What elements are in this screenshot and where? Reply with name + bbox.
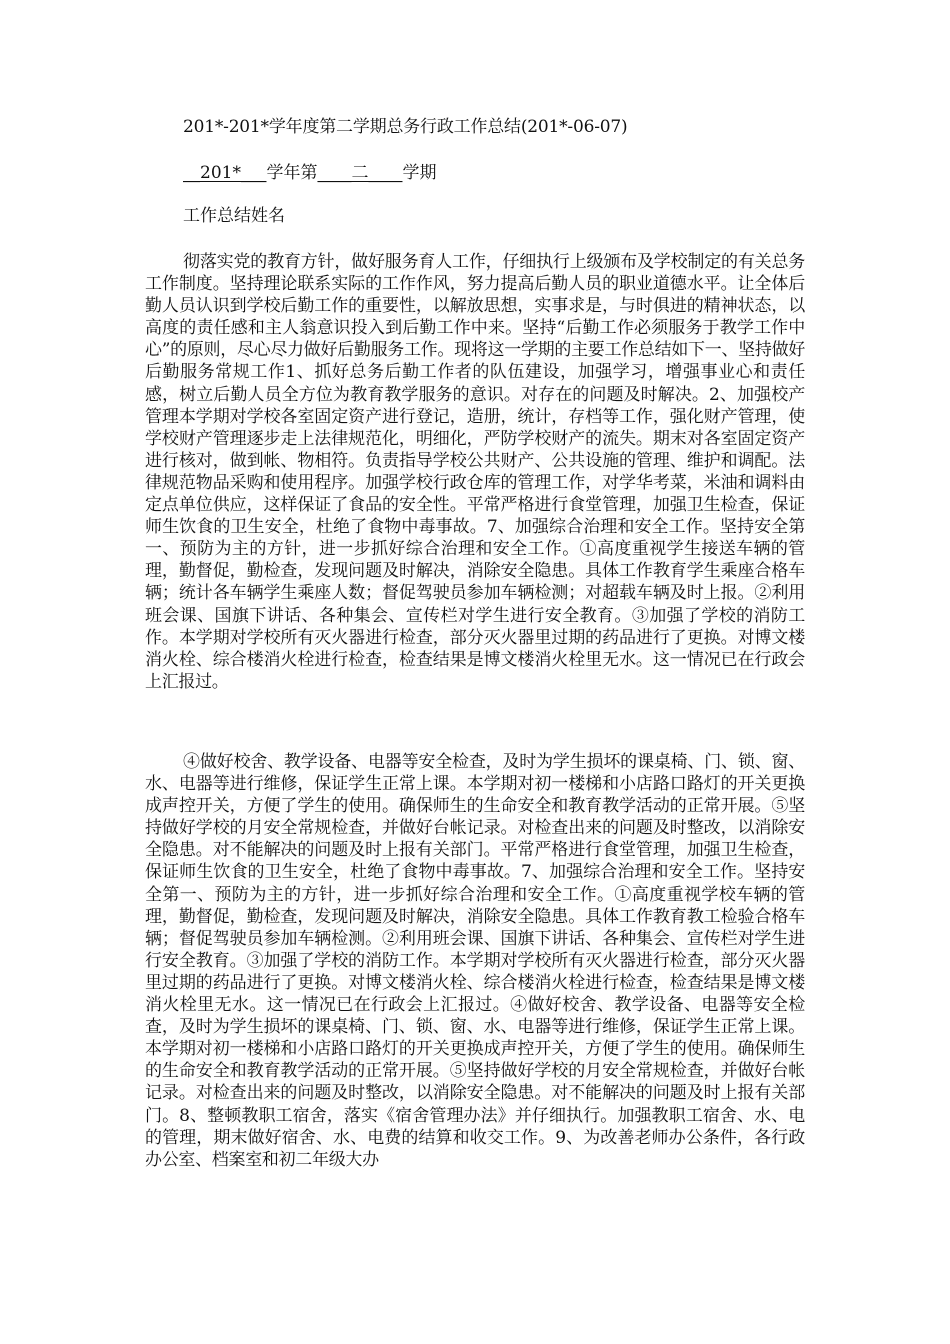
summary-name-line: 工作总结姓名 [183, 206, 285, 226]
term-text-year: 学年第 [266, 163, 318, 183]
document-title: 201*-201*学年度第二学期总务行政工作总结(201*-06-07) [183, 117, 628, 137]
year-blank: __201*___ [183, 163, 267, 183]
term-text-semester: 学期 [402, 163, 437, 183]
term-blank: ____二____ [317, 163, 403, 183]
body-paragraph-1: 彻落实党的教育方针，做好服务育人工作，仔细执行上级颁布及学校制定的有关总务工作制度。坚持理论联系实际的工作作风，努力提高后勤人员的职业道德水平。让全体后勤人员认识到学校后勤工作的重要性，以解放思想，实事求是，与时俱进的精神状态，以高度的责任感和主人翁意识投入到后勤工作中来。坚持“后勤工作必须服务于教学工作中心”的原则，尽心尽力做好后勤服务工作。现将这一学期的主要工作总结如下一、坚持做好后勤服务常规工作1、抓好总务后勤工作者的队伍建设，加强学习，增强事业心和责任感，树立后勤人员全方位为教育教学服务的意识。对存在的问题及时解决。2、加强校产管理本学期对学校各室固定资产进行登记，造册，统计，存档等工作，强化财产管理，使学校财产管理逐步走上法律规范化，明细化，严防学校财产的流失。期末对各室固定资产进行核对，做到帐、物相符。负责指导学校公共财产、公共设施的管理、维护和调配。法律规范物品采购和使用程序。加强学校行政仓库的管理工作，对学华考菜，米油和调料由定点单位供应，这样保证了食品的安全性。平常严格进行食堂管理，加强卫生检查，保证师生饮食的卫生安全，杜绝了食物中毒事故。7、加强综合治理和安全工作。坚持安全第一、预防为主的方针，进一步抓好综合治理和安全工作。①高度重视学生接送车辆的管理，勤督促，勤检查，发现问题及时解决，消除安全隐患。具体工作教育学生乘座合格车辆；统计各车辆学生乘座人数；督促驾驶员参加车辆检测；对超载车辆及时上报。②利用班会课、国旗下讲话、各种集会、宣传栏对学生进行安全教育。③加强了学校的消防工作。本学期对学校所有灭火器进行检查，部分灭火器里过期的药品进行了更换。对博文楼消火栓、综合楼消火栓进行检查，检查结果是博文楼消火栓里无水。这一情况已在行政会上汇报过。 [145, 252, 805, 692]
body-paragraph-2: ④做好校舍、教学设备、电器等安全检查，及时为学生损坏的课桌椅、门、锁、窗、水、电器等进行维修，保证学生正常上课。本学期对初一楼梯和小店路口路灯的开关更换成声控开关，方便了学生的使用。确保师生的生命安全和教育教学活动的正常开展。⑤坚持做好学校的月安全常规检查，并做好台帐记录。对检查出来的问题及时整改，以消除安全隐患。对不能解决的问题及时上报有关部门。平常严格进行食堂管理，加强卫生检查，保证师生饮食的卫生安全，杜绝了食物中毒事故。7、加强综合治理和安全工作。坚持安全第一、预防为主的方针，进一步抓好综合治理和安全工作。①高度重视学校车辆的管理，勤督促，勤检查，发现问题及时解决，消除安全隐患。具体工作教育教工检验合格车辆；督促驾驶员参加车辆检测。②利用班会课、国旗下讲话、各种集会、宣传栏对学生进行安全教育。③加强了学校的消防工作。本学期对学校所有灭火器进行检查，部分灭火器里过期的药品进行了更换。对博文楼消火栓、综合楼消火栓进行检查，检查结果是博文楼消火栓里无水。这一情况已在行政会上汇报过。④做好校舍、教学设备、电器等安全检查，及时为学生损坏的课桌椅、门、锁、窗、水、电器等进行维修，保证学生正常上课。本学期对初一楼梯和小店路口路灯的开关更换成声控开关，方便了学生的使用。确保师生的生命安全和教育教学活动的正常开展。⑤坚持做好学校的月安全常规检查，并做好台帐记录。对检查出来的问题及时整改，以消除安全隐患。对不能解决的问题及时上报有关部门。8、整顿教职工宿舍，落实《宿舍管理办法》并仔细执行。加强教职工宿舍、水、电的管理，期末做好宿舍、水、电费的结算和收交工作。9、为改善老师办公条件，各行政办公室、档案室和初二年级大办 [145, 752, 805, 1170]
term-line [183, 162, 436, 184]
